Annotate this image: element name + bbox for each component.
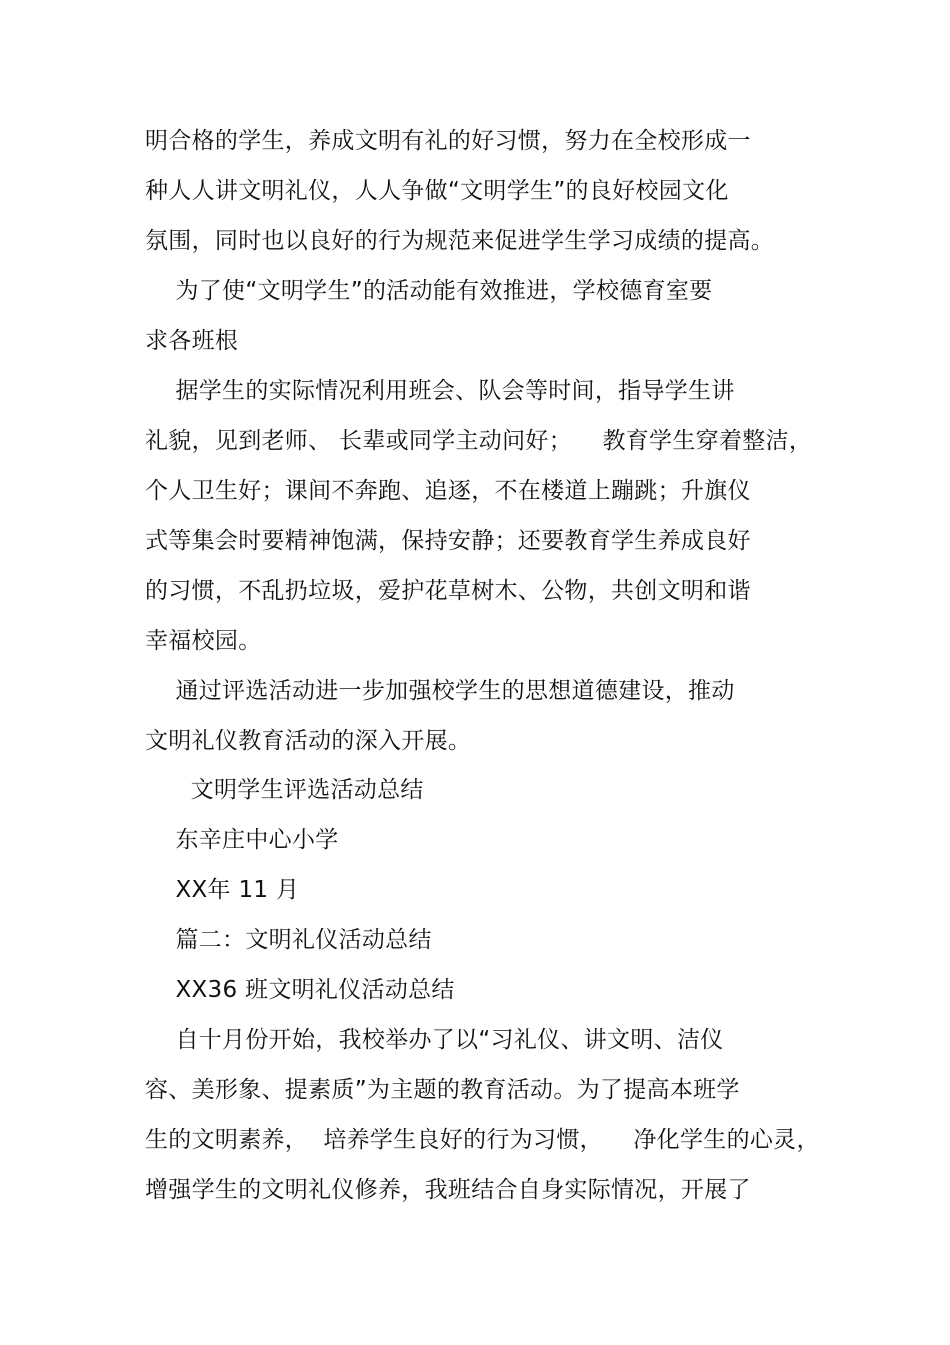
text-line: 自十月份开始，我校举办了以“习礼仪、讲文明、洁仪 — [145, 1027, 724, 1053]
text-line: 据学生的实际情况利用班会、队会等时间，指导学生讲 — [145, 378, 735, 404]
text-line: 的习惯，不乱扔垃圾，爱护花草树木、公物，共创文明和谐 — [145, 578, 751, 604]
text-line: 为了使“文明学生”的活动能有效推进，学校德育室要 — [145, 278, 713, 304]
text-line: 通过评选活动进一步加强校学生的思想道德建设，推动 — [145, 678, 735, 704]
text-line: 种人人讲文明礼仪，人人争做“文明学生”的良好校园文化 — [145, 178, 729, 204]
text-line: 容、美形象、提素质”为主题的教育活动。为了提高本班学 — [145, 1077, 740, 1103]
text-line: 明合格的学生，养成文明有礼的好习惯，努力在全校形成一 — [145, 128, 751, 154]
author-line: 东辛庄中心小学 — [145, 827, 339, 853]
date-line: XX年 11 月 — [145, 877, 300, 903]
text-line: 文明礼仪教育活动的深入开展。 — [145, 728, 472, 754]
text-line: 增强学生的文明礼仪修养，我班结合自身实际情况，开展了 — [145, 1177, 751, 1203]
text-line: 生的文明素养， 培养学生良好的行为习惯， 净化学生的心灵， — [145, 1127, 820, 1153]
text-line: 求各班根 — [145, 328, 239, 354]
text-line: 式等集会时要精神饱满，保持安静；还要教育学生养成良好 — [145, 528, 751, 554]
chapter-heading: 篇二：文明礼仪活动总结 — [145, 927, 432, 953]
text-line: 礼貌，见到老师、 长辈或同学主动问好； 教育学生穿着整洁， — [145, 428, 813, 454]
section-title: 文明学生评选活动总结 — [145, 777, 424, 803]
text-line: 幸福校园。 — [145, 628, 262, 654]
text-line: 氛围，同时也以良好的行为规范来促进学生学习成绩的提高。 — [145, 228, 775, 254]
subheading: XX36 班文明礼仪活动总结 — [145, 977, 455, 1003]
text-line: 个人卫生好；课间不奔跑、追逐，不在楼道上蹦跳；升旗仪 — [145, 478, 751, 504]
